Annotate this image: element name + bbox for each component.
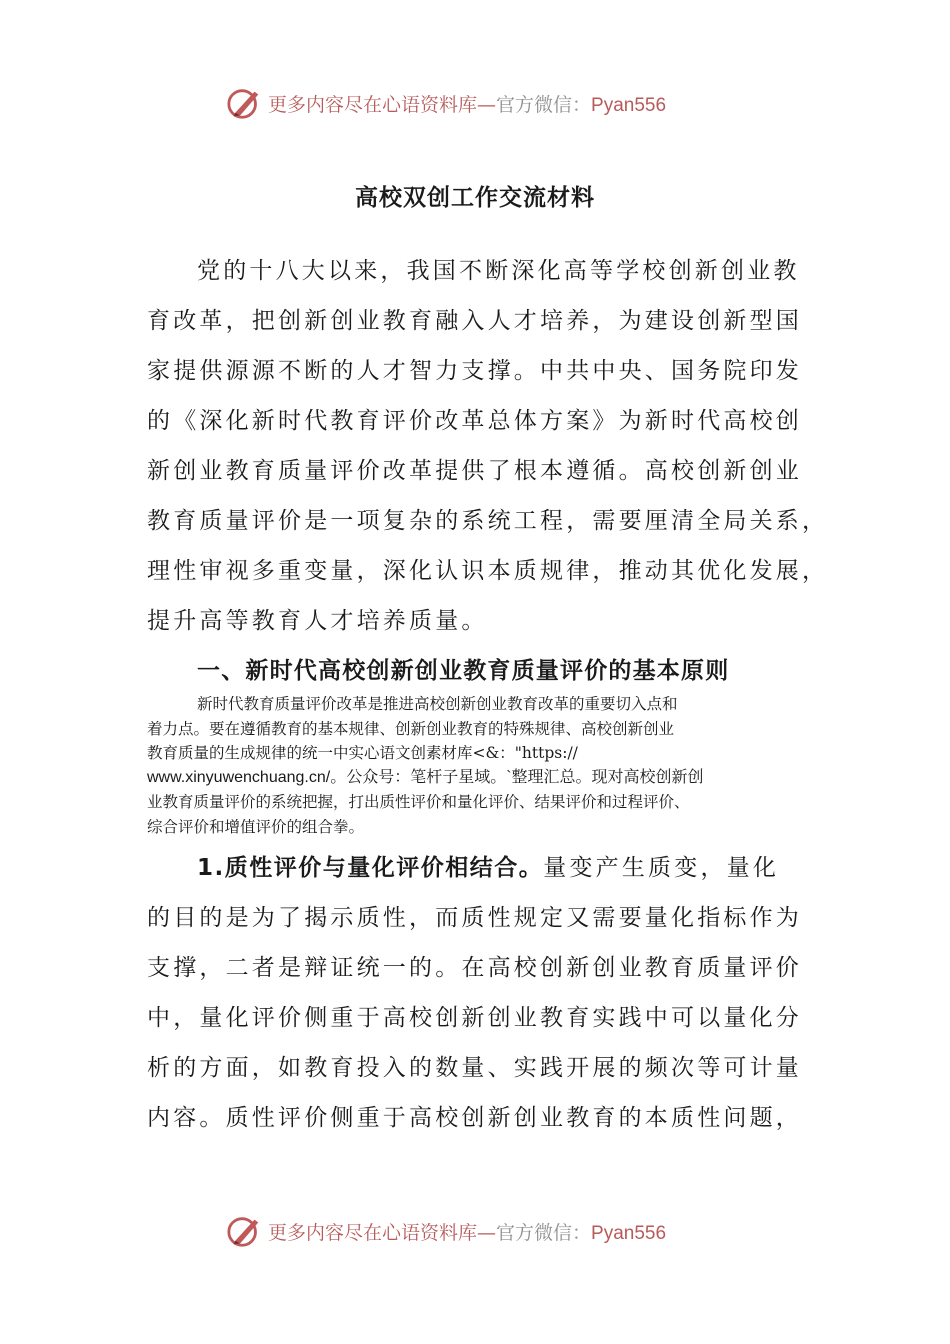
small-line: 新时代教育质量评价改革是推进高校创新创业教育改革的重要切入点和 <box>197 695 678 713</box>
pen-logo-icon <box>226 1212 264 1250</box>
document-title: 高校双创工作交流材料 <box>355 185 595 211</box>
small-line: 业教育质量评价的系统把握，打出质性评价和量化评价、结果评价和过程评价、 <box>147 793 690 811</box>
banner-main-text: 更多内容尽在心语资料库— <box>268 1221 497 1244</box>
point1-first-line <box>147 843 807 893</box>
header-watermark-banner <box>0 80 950 126</box>
banner-official-text: 官方微信： <box>496 1221 592 1244</box>
intro-paragraph <box>147 246 829 646</box>
footer-watermark-banner <box>0 1208 950 1254</box>
point1-line: 中，量化评价侧重于高校创新创业教育实践中可以量化分 <box>147 1005 802 1031</box>
banner-wechat-id: Pyan556 <box>591 94 667 116</box>
intro-line: 新创业教育质量评价改革提供了根本遵循。高校创新创业 <box>147 458 802 484</box>
point1-line: 的目的是为了揭示质性，而质性规定又需要量化指标作为 <box>147 905 802 931</box>
point1-paragraph <box>147 843 807 1143</box>
intro-line: 提升高等教育人才培养质量。 <box>147 608 488 634</box>
point1-bold-lead: 1.质性评价与量化评价相结合。 <box>197 855 544 881</box>
intro-line: 的《深化新时代教育评价改革总体方案》为新时代高校创 <box>147 408 802 434</box>
intro-line: 家提供源源不断的人才智力支撑。中共中央、国务院印发 <box>147 358 802 384</box>
point1-line: 支撑，二者是辩证统一的。在高校创新创业教育质量评价 <box>147 955 802 981</box>
small-line: www.xinyuwenchuang.cn/。公众号：笔杆子星域。`整理汇总。现对高校创新创 <box>147 768 704 786</box>
banner-main-text: 更多内容尽在心语资料库— <box>268 93 497 116</box>
banner-text <box>268 1218 666 1245</box>
pen-logo-icon <box>226 84 264 122</box>
intro-line: 教育质量评价是一项复杂的系统工程，需要厘清全局关系， <box>147 508 829 534</box>
small-line: 着力点。要在遵循教育的基本规律、创新创业教育的特殊规律、高校创新创业 <box>147 719 675 738</box>
banner-text <box>268 90 666 117</box>
intro-line: 理性审视多重变量，深化认识本质规律，推动其优化发展， <box>147 558 829 584</box>
point1-first-rest: 量变产生质变，量化 <box>543 855 780 881</box>
small-line: 综合评价和增值评价的组合拳。 <box>147 817 365 836</box>
banner-official-text: 官方微信： <box>496 93 592 116</box>
point1-line: 内容。质性评价侧重于高校创新创业教育的本质性问题， <box>147 1105 802 1131</box>
point1-line: 析的方面，如教育投入的数量、实践开展的频次等可计量 <box>147 1055 802 1081</box>
intro-line: 党的十八大以来，我国不断深化高等学校创新创业教 <box>197 258 800 284</box>
section-small-paragraph <box>147 692 817 839</box>
banner-wechat-id: Pyan556 <box>591 1222 667 1244</box>
intro-line: 育改革，把创新创业教育融入人才培养，为建设创新型国 <box>147 308 802 334</box>
small-line: 教育质量的生成规律的统一中实心语文创素材库<&："https:// <box>147 744 578 762</box>
section-heading: 一、新时代高校创新创业教育质量评价的基本原则 <box>197 658 730 684</box>
